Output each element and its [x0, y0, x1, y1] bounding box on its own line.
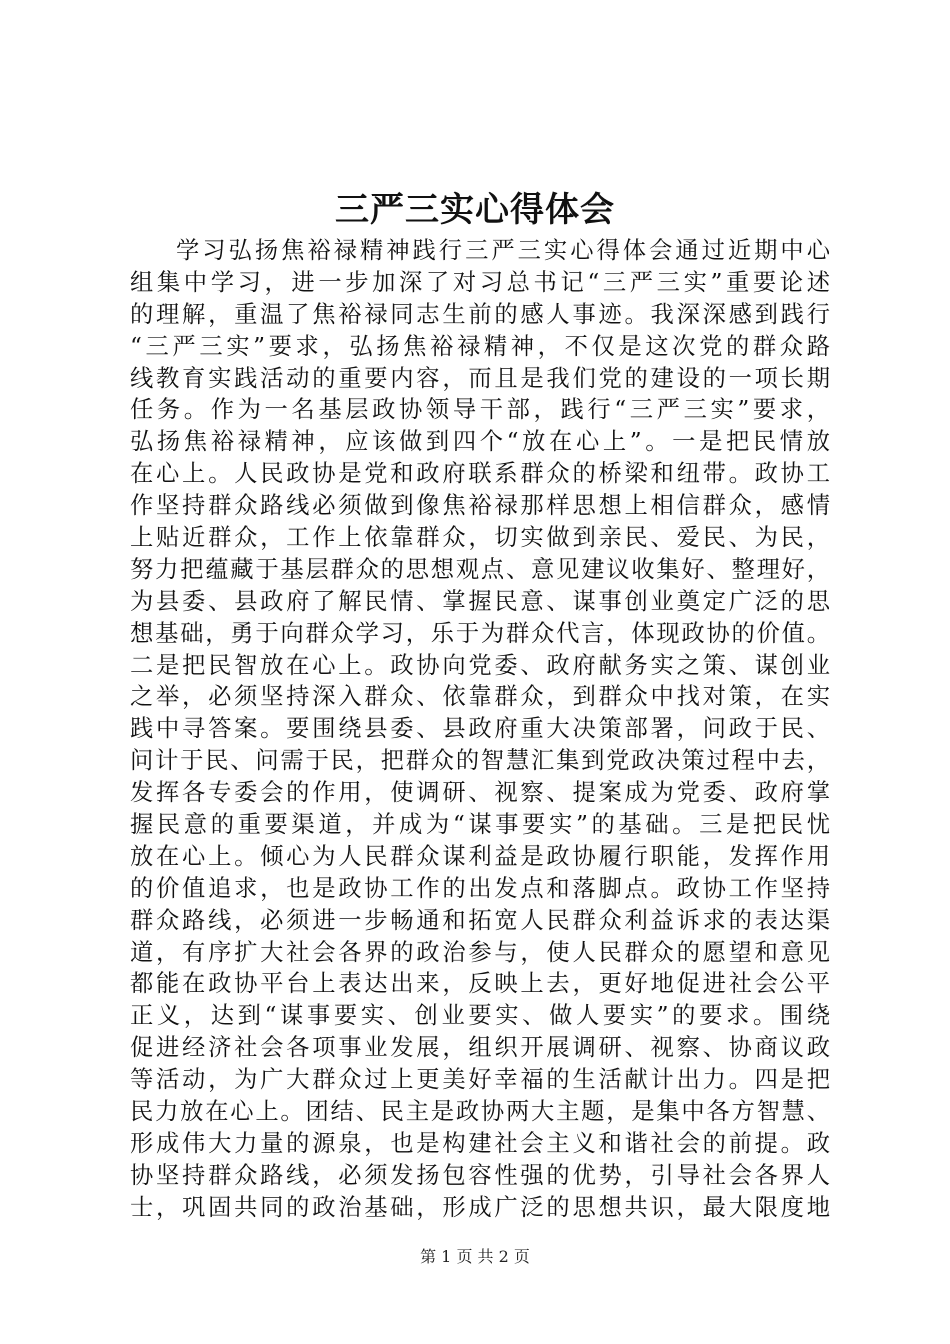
body-line: 之举，必须坚持深入群众、依靠群众，到群众中找对策，在实 [130, 683, 830, 711]
body-line: 线教育实践活动的重要内容，而且是我们党的建设的一项长期 [130, 364, 830, 392]
body-line: 群众路线，必须进一步畅通和拓宽人民群众利益诉求的表达渠 [130, 906, 830, 934]
body-line: 都能在政协平台上表达出来，反映上去，更好地促进社会公平 [130, 970, 830, 998]
body-line: 为县委、县政府了解民情、掌握民意、谋事创业奠定广泛的思 [130, 587, 830, 615]
body-line: 道，有序扩大社会各界的政治参与，使人民群众的愿望和意见 [130, 938, 830, 966]
body-line: 上贴近群众，工作上依靠群众，切实做到亲民、爱民、为民， [130, 524, 830, 552]
body-line: 想基础，勇于向群众学习，乐于为群众代言，体现政协的价值。 [130, 619, 830, 647]
body-line: 任务。作为一名基层政协领导干部，践行“三严三实”要求， [130, 396, 830, 424]
body-line: 践中寻答案。要围绕县委、县政府重大决策部署，问政于民、 [130, 715, 830, 743]
body-line: 等活动，为广大群众过上更美好幸福的生活献计出力。四是把 [130, 1066, 830, 1094]
body-line: 作坚持群众路线必须做到像焦裕禄那样思想上相信群众，感情 [130, 492, 830, 520]
body-line: 形成伟大力量的源泉，也是构建社会主义和谐社会的前提。政 [130, 1129, 830, 1157]
body-line: 协坚持群众路线，必须发扬包容性强的优势，引导社会各界人 [130, 1161, 830, 1189]
body-line: 正义，达到“谋事要实、创业要实、做人要实”的要求。围绕 [130, 1002, 830, 1030]
body-line: 民力放在心上。团结、民主是政协两大主题，是集中各方智慧、 [130, 1098, 830, 1126]
body-line: 发挥各专委会的作用，使调研、视察、提案成为党委、政府掌 [130, 779, 830, 807]
body-line: “三严三实”要求，弘扬焦裕禄精神，不仅是这次党的群众路 [130, 332, 830, 360]
body-line: 弘扬焦裕禄精神，应该做到四个“放在心上”。一是把民情放 [130, 428, 830, 456]
body-line: 的价值追求，也是政协工作的出发点和落脚点。政协工作坚持 [130, 874, 830, 902]
page-footer: 第 1 页 共 2 页 [420, 1247, 530, 1266]
body-line: 组集中学习，进一步加深了对习总书记“三严三实”重要论述 [130, 268, 830, 296]
document-body [130, 235, 830, 1224]
body-line: 士，巩固共同的政治基础，形成广泛的思想共识，最大限度地 [130, 1193, 830, 1221]
body-line: 在心上。人民政协是党和政府联系群众的桥梁和纽带。政协工 [130, 460, 830, 488]
body-line: 努力把蕴藏于基层群众的思想观点、意见建议收集好、整理好， [130, 555, 830, 583]
body-line: 握民意的重要渠道，并成为“谋事要实”的基础。三是把民忧 [130, 811, 830, 839]
body-line: 放在心上。倾心为人民群众谋利益是政协履行职能，发挥作用 [130, 842, 830, 870]
body-line: 学习弘扬焦裕禄精神践行三严三实心得体会通过近期中心 [176, 237, 830, 264]
body-line: 问计于民、问需于民，把群众的智慧汇集到党政决策过程中去， [130, 747, 830, 775]
body-line: 的理解，重温了焦裕禄同志生前的感人事迹。我深深感到践行 [130, 300, 830, 328]
document-title: 三严三实心得体会 [335, 190, 615, 230]
body-line: 二是把民智放在心上。政协向党委、政府献务实之策、谋创业 [130, 651, 830, 679]
body-line: 促进经济社会各项事业发展，组织开展调研、视察、协商议政 [130, 1034, 830, 1062]
